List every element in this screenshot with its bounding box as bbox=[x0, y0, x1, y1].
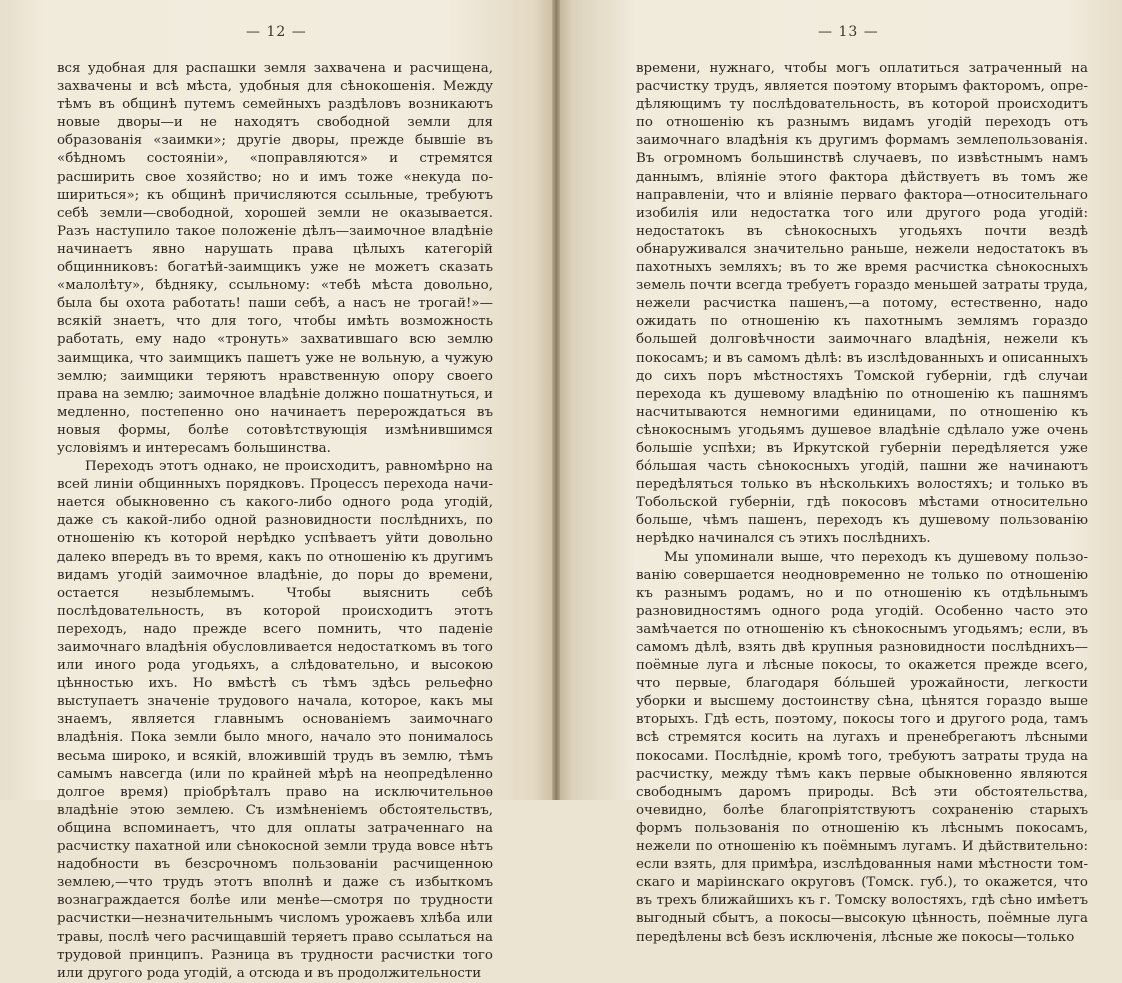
paragraph: Переходъ этотъ однако, не происходитъ, равномѣрно на всей линіи общинныхъ порядковъ. Процессъ перехода начинается обыкновенно съ какого-либо одного рода угодій, даже съ какой-либо одной разновидности послѣднихъ, по отношенію къ которой нерѣдко успѣваетъ уйти довольно далеко впередъ въ то время, какъ по отношенію къ другимъ видамъ угодій заимочное владѣніе, до поры до времени, остается незыблемымъ. Чтобы выяснить себѣ послѣдовательность, въ которой происходитъ этотъ переходъ, надо прежде всего помнить, что паденіе заимочнаго владѣнія обусловливается недостаткомъ въ того или иного рода угодьяхъ, а слѣдовательно, и высокою цѣнностью ихъ. Но вмѣстѣ съ тѣмъ здѣсь рельефно выступаетъ значеніе трудового начала, которое, какъ мы знаемъ, является главнымъ основаніемъ заимочнаго владѣнія. Пока земли было много, начало это понималось весьма широко, и всякій, вложившій трудъ въ землю, тѣмъ самымъ навсегда (или по крайней мѣрѣ на неопредѣленно долгое время) пріобрѣталъ право на исключительноѳ владѣніе этою землею. Съ измѣненіемъ обстоятельствъ, община вспоминаетъ, что для оплаты затраченнаго на расчистку пахатной или сѣнокосной земли труда вовсе нѣтъ надобности въ безсрочномъ пользованіи расчищенною землею,—что трудъ этотъ вполнѣ и даже съ избыткомъ вознаграждается болѣе или менѣе—смотря по трудности расчистки—незначительнымъ числомъ урожаевъ хлѣба или травы, послѣ чего расчищавшій теряетъ право ссылаться на трудовой принципъ. Разница въ трудности расчистки того или другого рода угодій, а отсюда и въ продолжительности bbox=[57, 459, 493, 981]
left-page bbox=[0, 0, 556, 981]
page-number-right: — 13 — bbox=[818, 24, 879, 40]
page-number-left: — 12 — bbox=[246, 24, 307, 40]
book-gutter bbox=[552, 0, 560, 800]
paragraph: Мы упоминали выше, что переходъ къ душевому пользованію совершается неодновременно не только по отношенію къ разнымъ родамъ, но и по отношенію къ отдѣльнымъ разновидностямъ одного рода угодій. Особенно часто это замѣчается по отношенію къ сѣнокоснымъ угодьямъ; если, въ самомъ дѣлѣ, взять двѣ крупныя разновидности послѣднихъ—поёмные луга и лѣсные покосы, то окажется прежде всего, что первые, благодаря бо́льшей урожайности, легкости уборки и высшему достоинству сѣна, цѣнятся гораздо выше вторыхъ. Гдѣ есть, поэтому, покосы того и другого рода, тамъ всѣ стремятся косить на лугахъ и пренебрегаютъ лѣсными покосами. Послѣдніе, кромѣ того, требуютъ затраты труда на расчистку, между тѣмъ какъ первые обыкновенно являются свободнымъ даромъ природы. Всѣ эти обстоятельства, очевидно, болѣе благопріятствуютъ сохраненію старыхъ формъ пользованія по отношенію къ лѣснымъ покосамъ, нежели по отношенію къ поёмнымъ лугамъ. И дѣйствительно: если взять, для примѣра, изслѣдованныя нами мѣстности томскаго и маріинскаго округовъ (Томск. губ.), то окажется, что въ трехъ ближайшихъ къ г. Томску волостяхъ, гдѣ сѣно имѣетъ выгодный сбытъ, а покосы—высокую цѣнность, поёмные луга передѣлены всѣ безъ исключенія, лѣсные же покосы—только bbox=[636, 549, 1088, 945]
paragraph: вся удобная для распашки земля захвачена и расчищена, захвачены и всѣ мѣста, удобныя для сѣнокошенія. Между тѣмъ въ общинѣ путемъ семейныхъ раздѣловъ возникаютъ новые дворы—и не находятъ свободной земли для образованія «заимки»; другіе дворы, прежде бывшіе въ «бѣдномъ состояніи», «поправляются» и стремятся расширить свое хозяйство; но и имъ тоже «некуда пошириться»; къ общинѣ причисляются ссыльные, требуютъ себѣ земли—свободной, хорошей земли не оказывается. Разъ наступило такое положеніе дѣлъ—заимочное владѣніе начинаетъ явно нарушать права цѣлыхъ категорій общинниковъ: богатѣй-заимщикъ уже не можетъ сказать «малолѣту», бѣдняку, ссыльному: «тебѣ мѣста довольно, была бы охота работать! паши себѣ, а насъ не трогай!»—всякій знаетъ, что для того, чтобы имѣть возможность работать, ему надо «тронуть» захватившаго всю землю заимщика, что заимщикъ пашетъ уже не вольную, а чужую землю; заимщики теряютъ нравственную опору своего права на землю; заимочное владѣніе должно пошатнуться, и медленно, постепенно оно начинаетъ перерождаться въ новыя формы, болѣе сотовѣтствующія измѣнившимся условіямъ и интересамъ большинства. bbox=[57, 61, 493, 456]
paragraph: времени, нужнаго, чтобы могъ оплатиться затраченный на расчистку трудъ, является поэтому вторымъ факторомъ, опредѣляющимъ ту послѣдовательность, въ которой происходитъ по отношенію къ разнымъ видамъ угодій переходъ отъ заимочнаго владѣнія къ другимъ формамъ землепользованія. Въ огромномъ большинствѣ случаевъ, по извѣстнымъ намъ даннымъ, вліяніе этого фактора дѣйствуетъ въ томъ же направленіи, что и вліяніе перваго фактора—относительнаго изобилія или недостатка того или другого рода угодій: недостатокъ въ сѣнокосныхъ угодьяхъ почти вездѣ обнаруживался значительно раньше, нежели недостатокъ въ пахотныхъ земляхъ; въ то же время расчистка сѣнокосныхъ земель почти всегда требуетъ гораздо меньшей затраты труда, нежели расчистка пашенъ,—а потому, естественно, надо ожидать по отношенію къ пахотнымъ землямъ гораздо большей долговѣчности заимочнаго владѣнія, нежели къ покосамъ; и въ самомъ дѣлѣ: въ изслѣдованныхъ и описанныхъ до сихъ поръ мѣстностяхъ Томской губерніи, гдѣ случаи перехода къ душевому владѣнію по отношенію къ пашнямъ насчитываются немногими единицами, по отношенію къ сѣнокоснымъ угодьямъ душевое владѣніе сдѣлало уже очень большіе успѣхи; въ Иркутской губерніи передѣляется уже бо́льшая часть сѣнокосныхъ угодій, пашни же начинаютъ передѣляться только въ нѣсколькихъ волостяхъ; и только въ Тобольской губерніи, гдѣ покосовъ мѣстами относительно больше, чѣмъ пашенъ, переходъ къ душевому пользованію нерѣдко начинался съ этихъ послѣднихъ. bbox=[636, 61, 1088, 547]
right-page bbox=[556, 0, 1122, 945]
right-page-text bbox=[636, 60, 1088, 947]
left-page-text bbox=[57, 60, 493, 983]
